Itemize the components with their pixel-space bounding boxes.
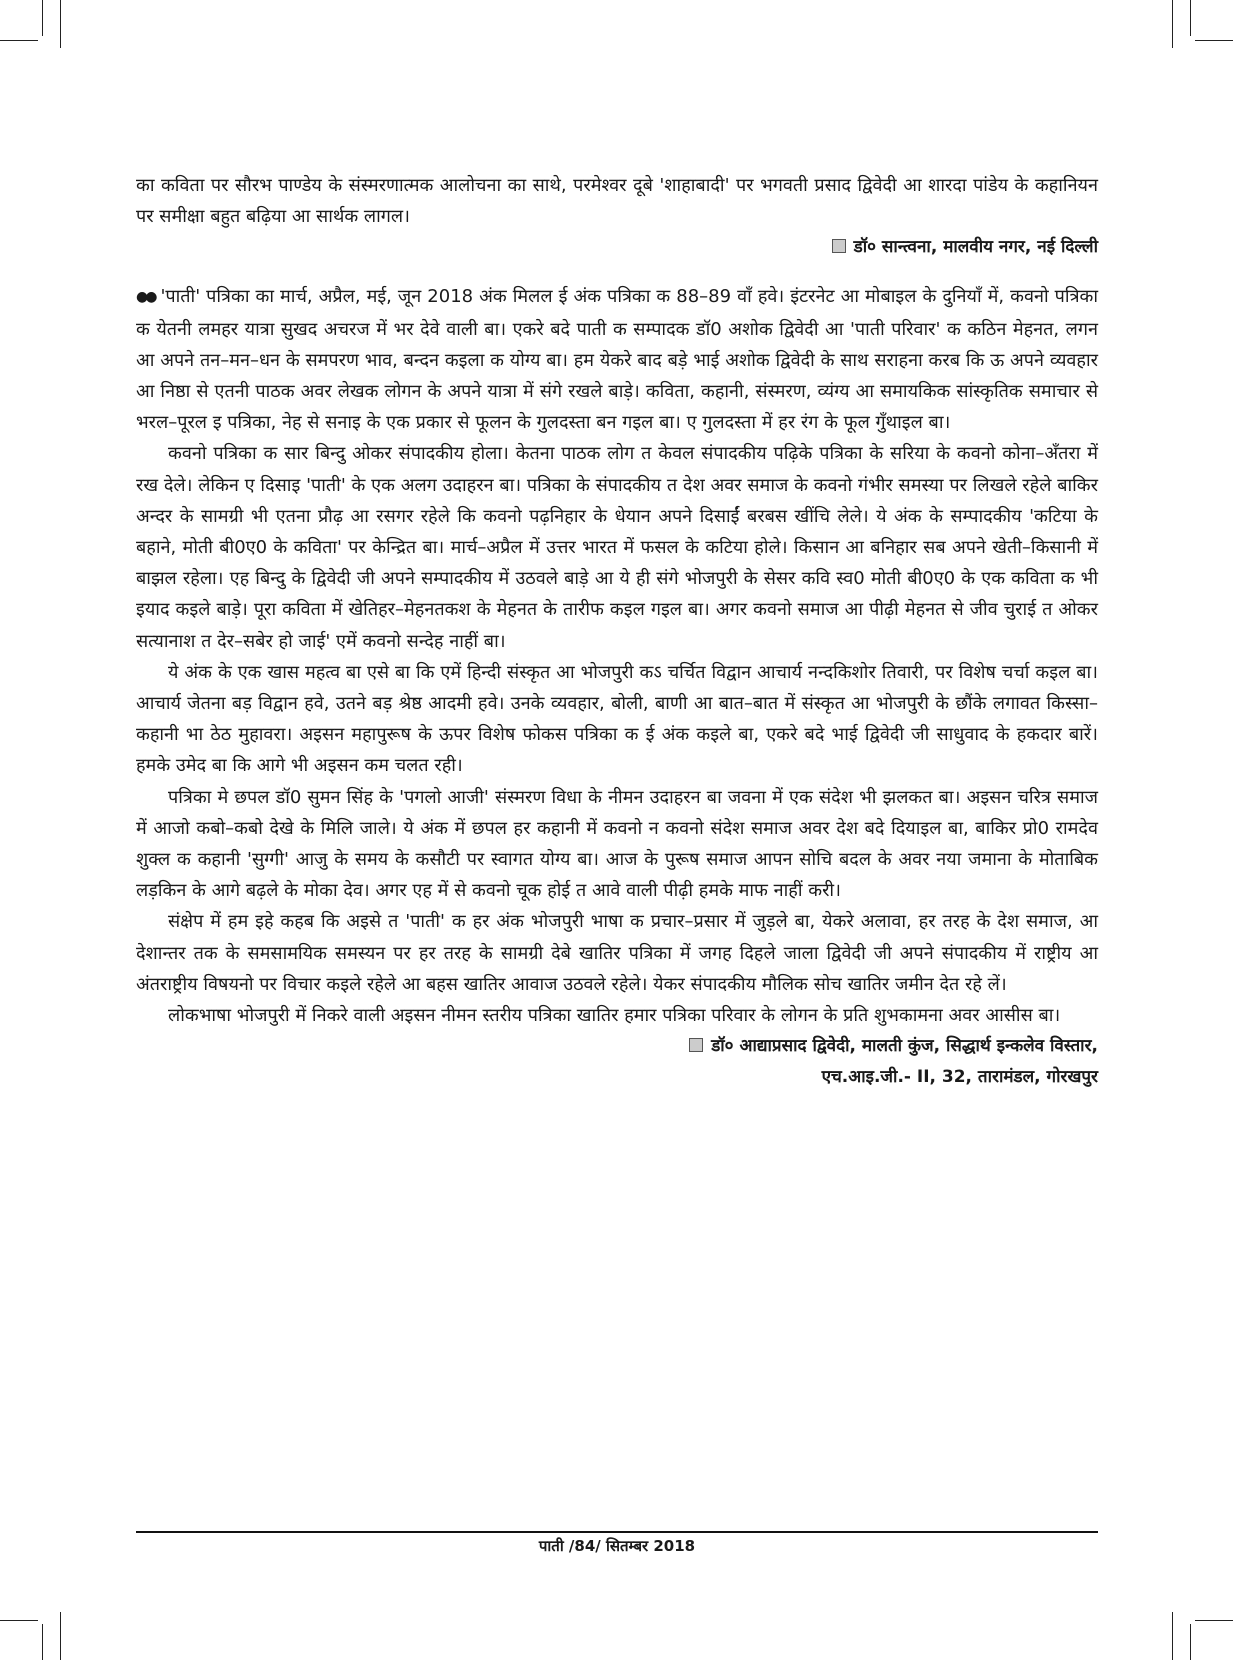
- page-footer: पाती /84/ सितम्बर 2018: [538, 1537, 696, 1555]
- letter-1-tail: का कविता पर सौरभ पाण्डेय के संस्मरणात्मक आलोचना का साथे, परमेश्वर दूबे 'शाहाबादी' पर भगवती प्रसाद द्विवेदी आ शारदा पांडेय के कहानियन पर समीक्षा बहुत बढ़िया आ सार्थक लागल।: [136, 175, 1098, 228]
- crop-mark: [1190, 1624, 1191, 1660]
- signature-2-line-1-text: डॉ० आद्याप्रसाद द्विवेदी, मालती कुंज, सिद्धार्थ इन्कलेव विस्तार,: [711, 1036, 1098, 1057]
- letter-2-paragraph-6: लोकभाषा भोजपुरी में निकरे वाली अइसन नीमन स्तरीय पत्रिका खातिर हमार पत्रिका परिवार के लोगन के प्रति शुभकामना अवर आसीस बा।: [168, 1005, 1061, 1027]
- crop-mark: [0, 1620, 38, 1621]
- letter-2-paragraph-3: ये अंक के एक खास महत्व बा एसे बा कि एमें हिन्दी संस्कृत आ भोजपुरी कऽ चर्चित विद्वान आचार्य नन्दकिशोर तिवारी, पर विशेष चर्चा कइल बा। आचार्य जेतना बड़ विद्वान हवे, उतने बड़ श्रेष्ठ आदमी हवे। उनके व्यवहार, बोली, बाणी आ बात–बात में संस्कृत आ भोजपुरी के छौंके लगावत किस्सा–कहानी भा ठेठ मुहावरा। अइसन महापुरूष के ऊपर विशेष फोकस पत्रिका क ई अंक कइले बा, एकरे बदे भाई द्विवेदी जी साधुवाद के हकदार बारें। हमके उमेद बा कि आगे भी अइसन कम चलत रही।: [136, 661, 1098, 777]
- checkbox-square-icon: [832, 239, 846, 253]
- crop-mark: [42, 0, 43, 36]
- crop-mark: [1195, 40, 1233, 41]
- signature-1: [136, 232, 1098, 263]
- checkbox-square-icon: [689, 1038, 703, 1052]
- crop-mark: [1172, 0, 1173, 48]
- crop-mark: [0, 40, 38, 41]
- article-body: [136, 170, 1098, 1093]
- signature-2-line-2: एच.आइ.जी.- II, 32, तारामंडल, गोरखपुर: [821, 1067, 1098, 1088]
- crop-mark: [1195, 1620, 1233, 1621]
- crop-mark: [1172, 1612, 1173, 1660]
- footer-divider: [136, 1531, 1098, 1533]
- crop-mark: [60, 0, 61, 48]
- crop-mark: [60, 1612, 61, 1660]
- signature-2-line-1: [136, 1031, 1098, 1062]
- letter-2-paragraph-5: संक्षेप में हम इहे कहब कि अइसे त 'पाती' क हर अंक भोजपुरी भाषा क प्रचार–प्रसार में जुड़ले बा, येकरे अलावा, हर तरह के देश समाज, आ देशान्तर तक के समसामयिक समस्यन पर हर तरह के सामग्री देबे खातिर पत्रिका में जगह दिहले जाला द्विवेदी जी अपने संपादकीय में राष्ट्रीय आ अंतराष्ट्रीय विषयनो पर विचार कइले रहेले आ बहस खातिर आवाज उठवले रहेले। येकर संपादकीय मौलिक सोच खातिर जमीन देत रहे लें।: [136, 911, 1098, 995]
- crop-mark: [42, 1624, 43, 1660]
- signature-1-text: डॉ० सान्त्वना, मालवीय नगर, नई दिल्ली: [853, 237, 1098, 258]
- letter-2-paragraph-1-text: 'पाती' पत्रिका का मार्च, अप्रैल, मई, जून 2018 अंक मिलल ई अंक पत्रिका क 88–89 वाँ हवे। इंटरनेट आ मोबाइल के दुनियाँ में, कवनो पत्रिका क येतनी लमहर यात्रा सुखद अचरज में भर देवे वाली बा। एकरे बदे पाती क सम्पादक डॉ0 अशोक द्विवेदी आ 'पाती परिवार' क कठिन मेहनत, लगन आ अपने तन–मन–धन के समपरण भाव, बन्दन कइला क योग्य बा। हम येकरे बाद बड़े भाई अशोक द्विवेदी के साथ सराहना करब कि ऊ अपने व्यवहार आ निष्ठा से एतनी पाठक अवर लेखक लोगन के अपने यात्रा में संगे रखले बाडे़। कविता, कहानी, संस्मरण, व्यंग्य आ समायकिक सांस्कृतिक समाचार से भरल–पूरल इ पत्रिका, नेह से सनाइ के एक प्रकार से फूलन के गुलदस्ता बन गइल बा। ए गुलदस्ता में हर रंग के फूल गुँथाइल बा।: [136, 286, 1098, 434]
- letter-2-paragraph-4: पत्रिका मे छपल डॉ0 सुमन सिंह के 'पगलो आजी' संस्मरण विधा के नीमन उदाहरन बा जवना में एक संदेश भी झलकत बा। अइसन चरित्र समाज में आजो कबो–कबो देखे के मिलि जाले। ये अंक में छपल हर कहानी में कवनो न कवनो संदेश समाज अवर देश बदे दियाइल बा, बाकिर प्रो0 रामदेव शुक्ल क कहानी 'सुग्गी' आजु के समय के कसौटी पर स्वागत योग्य बा। आज के पुरूष समाज आपन सोचि बदल के अवर नया जमाना के मोताबिक लड़किन के आगे बढ़ले के मोका देव। अगर एह में से कवनो चूक होई त आवे वाली पीढ़ी हमके माफ नाहीं करी।: [136, 786, 1098, 902]
- letter-2-paragraph-2: कवनो पत्रिका क सार बिन्दु ओकर संपादकीय होला। केतना पाठक लोग त केवल संपादकीय पढ़िके पत्रिका के सरिया के कवनो कोना–अँतरा में रख देले। लेकिन ए दिसाइ 'पाती' के एक अलग उदाहरन बा। पत्रिका के संपादकीय त देश अवर समाज के कवनो गंभीर समस्या पर लिखले रहेले बाकिर अन्दर के सामग्री भी एतना प्रौढ़ आ रसगर रहेले कि कवनो पढ़निहार के धेयान अपने दिसाईं बरबस खींचि लेले। ये अंक के सम्पादकीय 'कटिया के बहाने, मोती बी0ए0 के कविता' पर केन्द्रित बा। मार्च–अप्रैल में उत्तर भारत में फसल के कटिया होले। किसान आ बनिहार सब अपने खेती–किसानी में बाझल रहेला। एह बिन्दु के द्विवेदी जी अपने सम्पादकीय में उठवले बाड़े आ ये ही संगे भोजपुरी के सेसर कवि स्व0 मोती बी0ए0 के एक कविता क भी इयाद कइले बाड़े। पूरा कविता में खेतिहर–मेहनतकश के मेहनत के तारीफ कइल गइल बा। अगर कवनो समाज आ पीढ़ी मेहनत से जीव चुराई त ओकर सत्यानाश त देर–सबेर हो जाई' एमें कवनो सन्देह नाहीं बा।: [136, 443, 1098, 652]
- letter-2-paragraph-1: [136, 281, 1098, 438]
- double-dot-bullet-icon: ●●: [136, 289, 155, 306]
- crop-mark: [1190, 0, 1191, 36]
